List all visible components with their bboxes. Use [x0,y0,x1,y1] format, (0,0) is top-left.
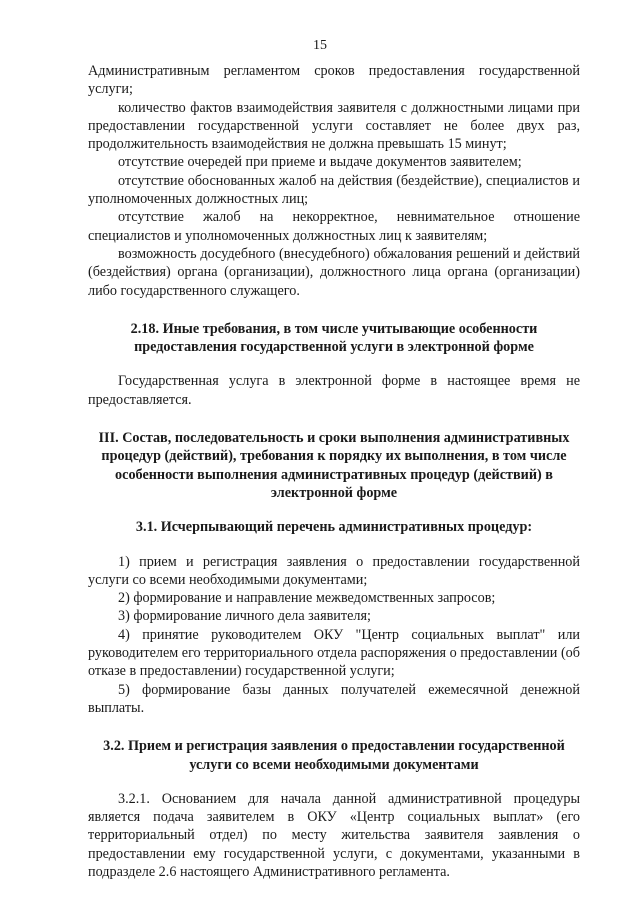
paragraph: отсутствие обоснованных жалоб на действия (бездействие), специалистов и уполномоченных должностных лиц; [88,172,580,208]
paragraph: возможность досудебного (внесудебного) обжалования решений и действий (бездействия) органа (организации), должностного лица органа (организации) либо государственного служащего. [88,245,580,299]
paragraph: Административным регламентом сроков предоставления государственной услуги; [88,63,580,98]
paragraph: 3.2.1. Основанием для начала данной административной процедуры является подача заявителем в ОКУ «Центр социальных выплат» (его территориальный отдел) по месту жительства заявителя заявления о предоставлении ему государственной услуги, с документами, указанными в подразделе 2.6 настоящего Административного регламента. [88,790,580,880]
paragraph: количество фактов взаимодействия заявителя с должностными лицами при предоставлении государственной услуги составляет не более двух раз, продолжительность взаимодействия не должна превышать 15 минут; [88,99,580,153]
list-item: 4) принятие руководителем ОКУ "Центр социальных выплат" или руководителем его территориального отдела распоряжения о предоставлении (об отказе в предоставлении) государственной услуги; [88,626,580,680]
section-heading-3-1: 3.1. Исчерпывающий перечень административных процедур: [135,519,533,536]
list-item: 5) формирование базы данных получателей ежемесячной денежной выплаты. [88,681,580,716]
list-item: 1) прием и регистрация заявления о предоставлении государственной услуги со всеми необходимыми документами; [88,553,580,588]
paragraph: отсутствие жалоб на некорректное, невнимательное отношение специалистов и уполномоченных должностных лиц к заявителям; [88,209,580,244]
section-heading-2-18: 2.18. Иные требования, в том числе учитывающие особенности предоставления государственной услуги в электронной форме [130,320,538,356]
section-heading-3-2: 3.2. Прием и регистрация заявления о предоставлении государственной услуги со всеми необходимыми документами [103,738,565,773]
paragraph: Государственная услуга в электронной форме в настоящее время не предоставляется. [88,373,580,408]
chapter-heading-3: III. Состав, последовательность и сроки выполнения административных процедур (действий), требования к порядку их выполнения, в том числе особенности выполнения административных процедур (действий) в электронной форме [98,430,570,501]
document-body [88,62,580,881]
paragraph: отсутствие очередей при приеме и выдаче документов заявителем; [118,154,522,171]
list-item: 3) формирование личного дела заявителя; [118,608,371,625]
list-item: 2) формирование и направление межведомственных запросов; [118,590,496,607]
page-number: 15 [313,38,327,53]
